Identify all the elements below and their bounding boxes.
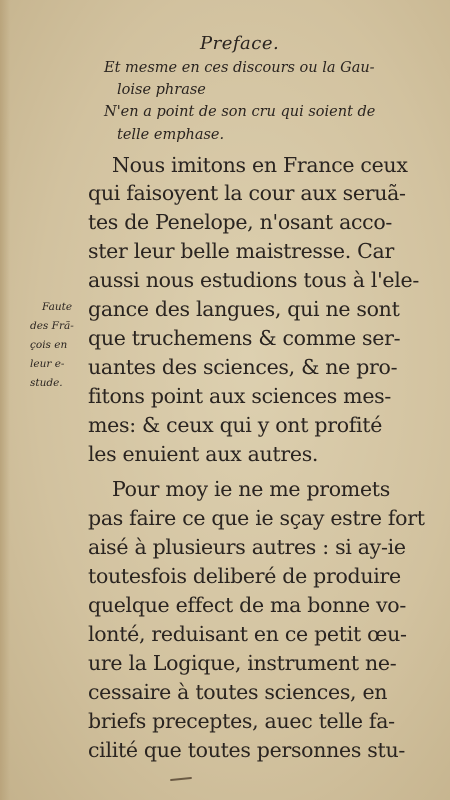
verse-line-4: telle emphase. xyxy=(117,127,225,143)
body-line-5: aussi nous estudions tous à l'ele- xyxy=(88,268,419,292)
margin-note-line-2: des Frã- xyxy=(30,320,74,332)
body-line-15: toutesfois deliberé de produire xyxy=(88,564,401,588)
body-line-12: Pour moy ie ne me promets xyxy=(112,477,390,501)
verse-line-3: N'en a point de son cru qui soient de xyxy=(104,104,376,120)
body-line-3: tes de Penelope, n'osant acco- xyxy=(88,210,393,234)
body-line-4: ster leur belle maistresse. Car xyxy=(88,239,394,263)
body-line-13: pas faire ce que ie sçay estre fort xyxy=(88,506,425,530)
page-gutter-shadow xyxy=(0,0,10,800)
printer-mark xyxy=(170,777,192,781)
body-line-8: uantes des sciences, & ne pro- xyxy=(88,355,398,379)
body-line-19: cessaire à toutes sciences, en xyxy=(88,680,388,704)
verse-line-1: Et mesme en ces discours ou la Gau- xyxy=(104,60,375,76)
body-line-2: qui faisoyent la cour aux seruã- xyxy=(88,181,406,205)
margin-note-line-5: stude. xyxy=(30,377,63,389)
margin-note-line-3: çois en xyxy=(30,339,68,351)
body-line-18: ure la Logique, instrument ne- xyxy=(88,651,397,675)
margin-note-line-4: leur e- xyxy=(30,358,65,370)
verse-line-2: loise phrase xyxy=(117,82,206,98)
body-line-1: Nous imitons en France ceux xyxy=(112,153,408,177)
body-line-21: cilité que toutes personnes stu- xyxy=(88,738,405,762)
body-line-17: lonté, reduisant en ce petit œu- xyxy=(88,622,407,646)
body-line-9: fitons point aux sciences mes- xyxy=(88,384,392,408)
margin-note-line-1: Faute xyxy=(42,301,73,313)
body-line-20: briefs preceptes, auec telle fa- xyxy=(88,709,395,733)
body-line-14: aisé à plusieurs autres : si ay-ie xyxy=(88,535,406,559)
body-line-10: mes: & ceux qui y ont profité xyxy=(88,413,383,437)
body-line-11: les enuient aux autres. xyxy=(88,442,319,466)
body-line-16: quelque effect de ma bonne vo- xyxy=(88,593,406,617)
margin-note xyxy=(30,298,86,393)
running-header: Preface. xyxy=(200,33,280,54)
body-line-6: gance des langues, qui ne sont xyxy=(88,297,400,321)
body-line-7: que truchemens & comme ser- xyxy=(88,326,401,350)
